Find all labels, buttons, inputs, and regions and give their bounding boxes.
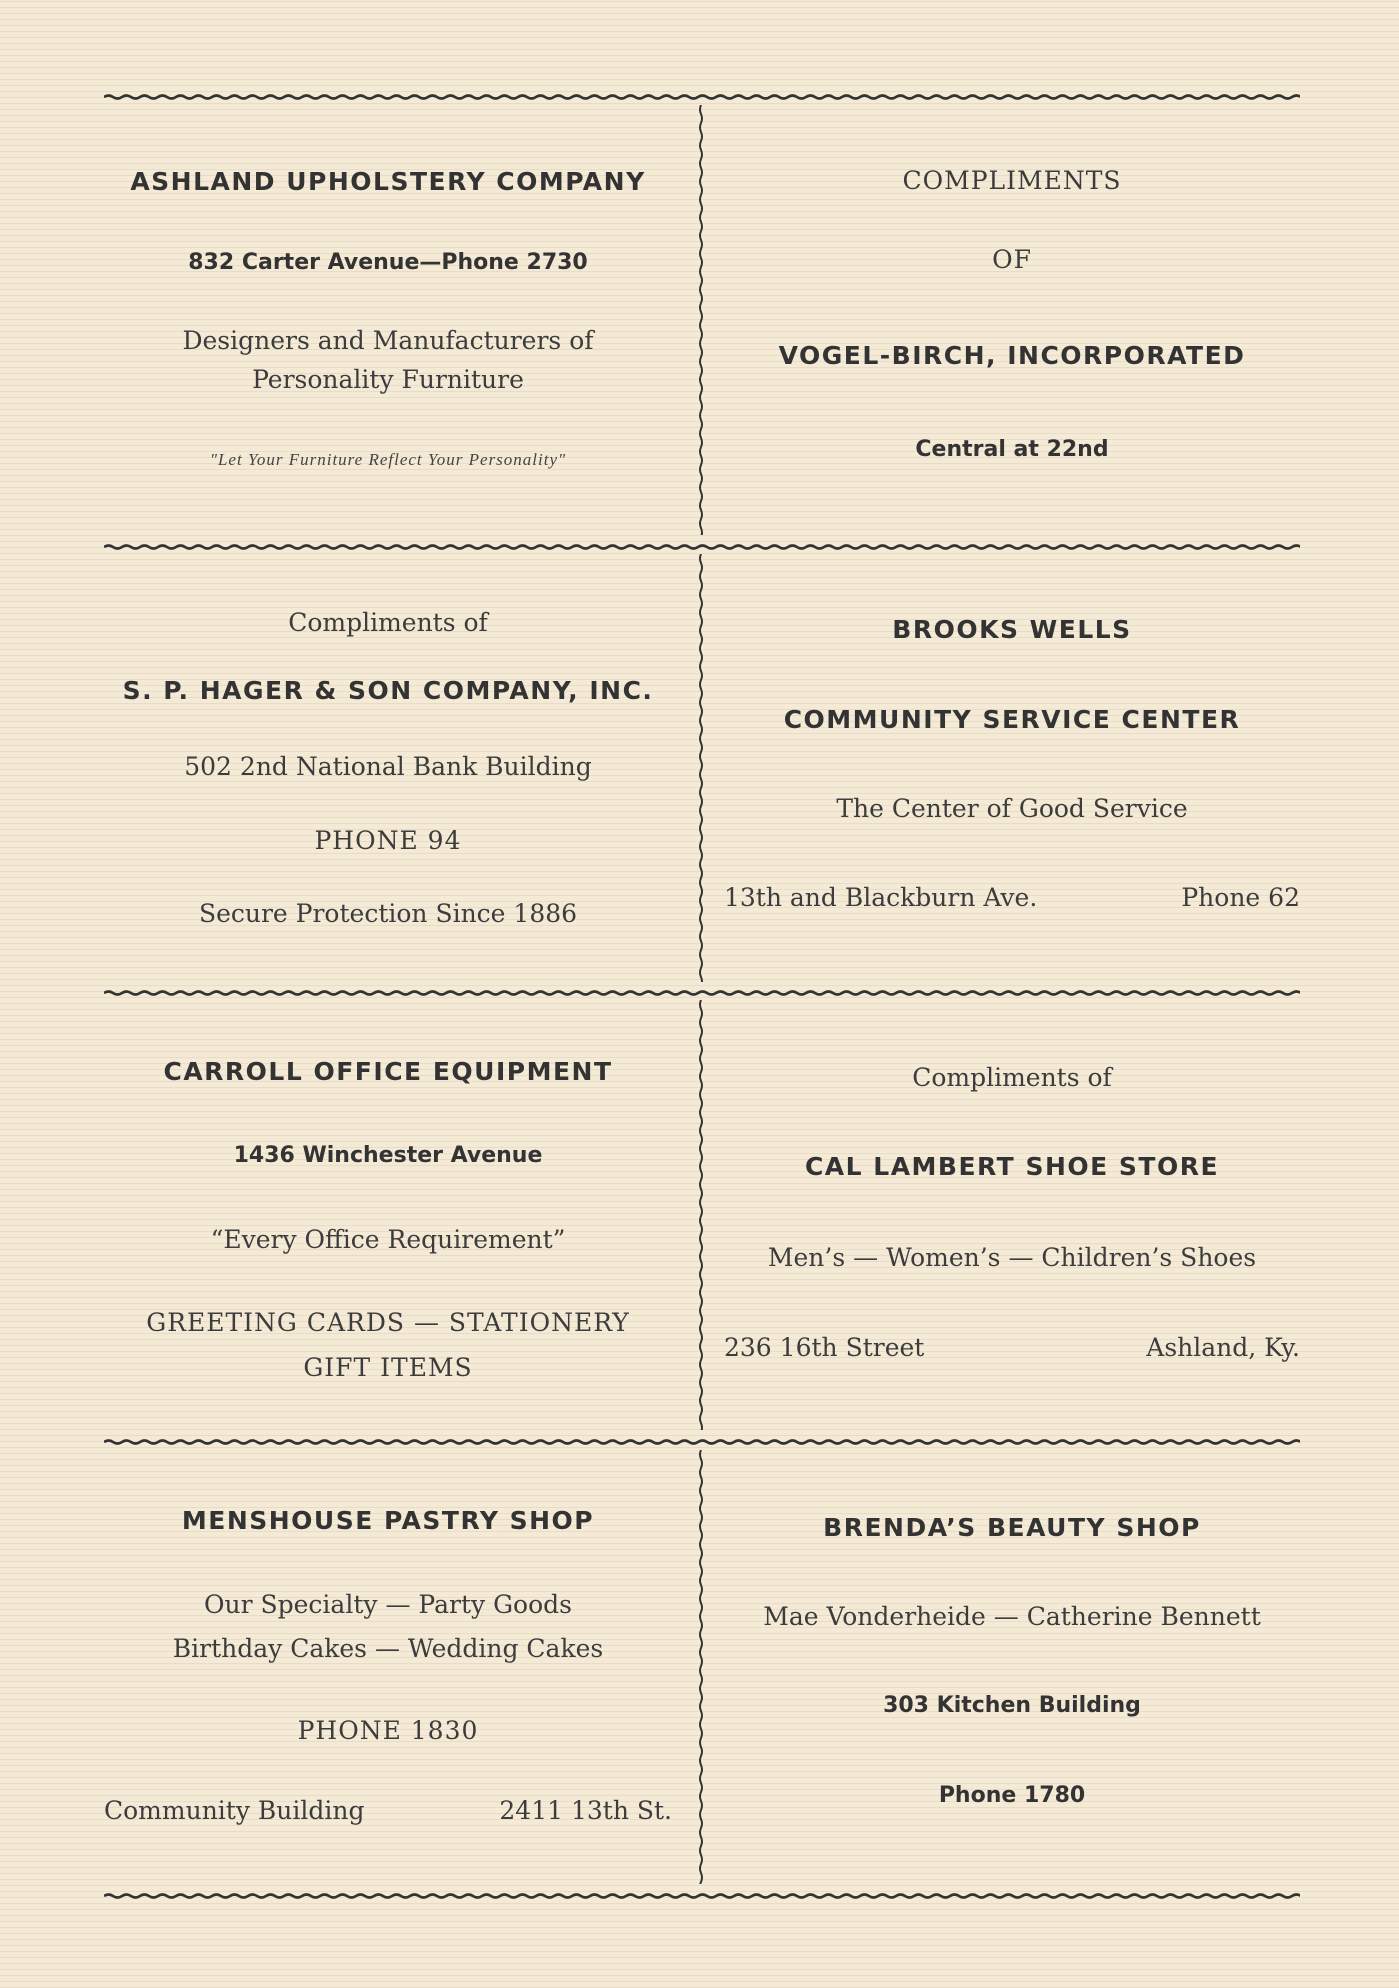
ad-address: Central at 22nd: [915, 437, 1109, 462]
ad-phone: Phone 62: [1181, 883, 1300, 912]
ad-compliments: Compliments of: [288, 608, 488, 637]
vertical-rule-4: [697, 1450, 705, 1884]
horizontal-rule-3: [104, 1437, 1300, 1447]
ad-description-line-1: Designers and Manufacturers of: [182, 326, 594, 355]
ad-subtitle: COMMUNITY SERVICE CENTER: [783, 705, 1241, 734]
ad-name: VOGEL-BIRCH, INCORPORATED: [778, 341, 1246, 370]
horizontal-rule-bottom: [104, 1891, 1300, 1901]
ad-address: 2411 13th St.: [499, 1796, 672, 1825]
ad-compliments: COMPLIMENTS: [902, 166, 1122, 195]
ad-name: BROOKS WELLS: [892, 615, 1132, 644]
ad-address: 303 Kitchen Building: [883, 1693, 1141, 1718]
vertical-rule-2: [697, 554, 705, 982]
ad-compliments: Compliments of: [912, 1063, 1112, 1092]
ad-footer: [724, 1333, 1300, 1362]
ad-products-line-1: GREETING CARDS — STATIONERY: [146, 1308, 630, 1337]
ad-staff: Mae Vonderheide — Catherine Bennett: [763, 1602, 1261, 1631]
ad-address: 13th and Blackburn Ave.: [724, 883, 1038, 912]
vertical-rule-1: [697, 105, 705, 535]
ad-name: S. P. HAGER & SON COMPANY, INC.: [122, 676, 654, 705]
ad-tagline: “Every Office Requirement”: [210, 1225, 566, 1254]
ad-specialty-line-1: Our Specialty — Party Goods: [204, 1590, 572, 1619]
horizontal-rule-2: [104, 988, 1300, 998]
ad-slogan: "Let Your Furniture Reflect Your Personality": [209, 450, 567, 469]
ad-city: Ashland, Ky.: [1146, 1333, 1300, 1362]
ad-description-line-2: Personality Furniture: [252, 365, 524, 394]
ad-name: CARROLL OFFICE EQUIPMENT: [163, 1057, 613, 1086]
vertical-rule-3: [697, 1000, 705, 1430]
ad-hager: [104, 554, 672, 982]
ad-brendas-beauty-shop: [724, 1450, 1300, 1884]
ad-name: MENSHOUSE PASTRY SHOP: [181, 1506, 595, 1535]
ad-name: BRENDA’S BEAUTY SHOP: [823, 1513, 1201, 1542]
ad-tagline: Secure Protection Since 1886: [198, 899, 578, 928]
ad-ashland-upholstery: [104, 105, 672, 535]
horizontal-rule-1: [104, 542, 1300, 552]
ad-menshouse-pastry: [104, 1450, 672, 1884]
ad-address: 502 2nd National Bank Building: [184, 752, 592, 781]
ad-cal-lambert: [724, 1000, 1300, 1430]
ad-footer: [724, 883, 1300, 912]
ad-location: Community Building: [104, 1796, 365, 1825]
ad-vogel-birch: [724, 105, 1300, 535]
ad-address: 236 16th Street: [724, 1333, 925, 1362]
ad-of: OF: [992, 245, 1032, 274]
ad-brooks-wells: [724, 554, 1300, 982]
ad-name: CAL LAMBERT SHOE STORE: [804, 1152, 1220, 1181]
ad-phone: PHONE 94: [314, 826, 462, 855]
ad-specialty-line-2: Birthday Cakes — Wedding Cakes: [172, 1634, 604, 1663]
ad-footer: [104, 1796, 672, 1825]
horizontal-rule-top: [104, 92, 1300, 102]
ad-tagline: The Center of Good Service: [836, 794, 1188, 823]
ad-address: 832 Carter Avenue—Phone 2730: [188, 250, 588, 275]
ad-carroll-office-equipment: [104, 1000, 672, 1430]
ad-name: ASHLAND UPHOLSTERY COMPANY: [130, 167, 646, 196]
ad-phone: PHONE 1830: [297, 1716, 479, 1745]
ad-tagline: Men’s — Women’s — Children’s Shoes: [767, 1243, 1257, 1272]
ad-phone: Phone 1780: [938, 1783, 1086, 1808]
ad-address: 1436 Winchester Avenue: [233, 1143, 543, 1168]
ad-products-line-2: GIFT ITEMS: [303, 1353, 473, 1382]
